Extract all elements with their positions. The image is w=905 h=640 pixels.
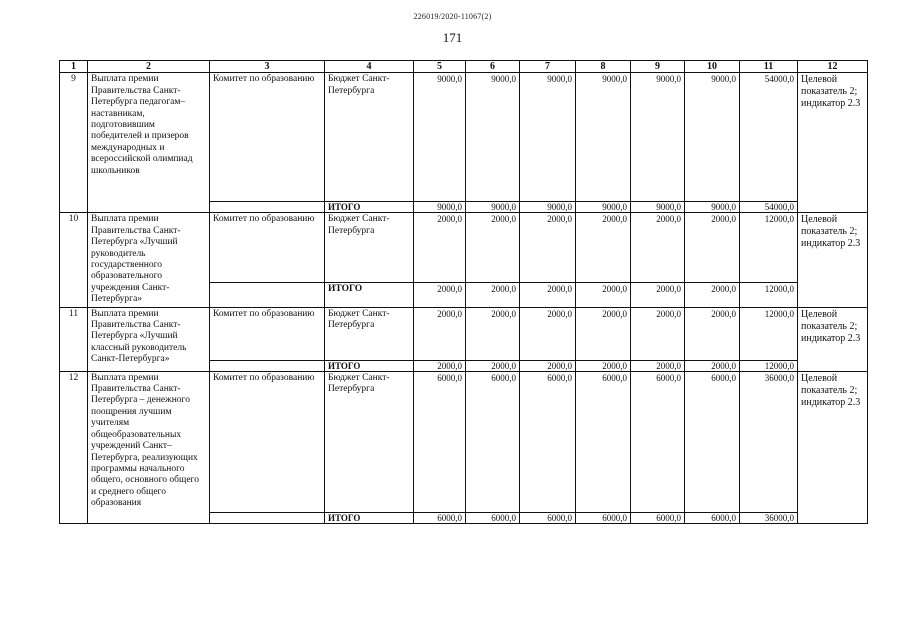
col-header: 2: [88, 61, 210, 73]
page-number: 171: [442, 30, 463, 45]
itogo-value: 9000,0: [414, 202, 466, 213]
empty-cell: [210, 282, 325, 307]
itogo-value: 2000,0: [466, 360, 520, 371]
col-header: 8: [576, 61, 631, 73]
executor: Комитет по образованию: [210, 73, 325, 202]
col-header: 10: [685, 61, 740, 73]
empty-cell: [210, 360, 325, 371]
table-row: [60, 73, 868, 202]
itogo-label: ИТОГО: [325, 512, 414, 523]
value-cell: 9000,0: [520, 73, 576, 202]
col-header: 5: [414, 61, 466, 73]
col-header: 12: [798, 61, 868, 73]
row-number: 10: [60, 213, 88, 307]
funding-source: Бюджет Санкт-Петербурга: [325, 213, 414, 282]
itogo-value: 2000,0: [576, 282, 631, 307]
itogo-value: 2000,0: [576, 360, 631, 371]
itogo-value: 6000,0: [631, 512, 685, 523]
itogo-value: 9000,0: [520, 202, 576, 213]
itogo-value: 2000,0: [520, 282, 576, 307]
itogo-value: 2000,0: [631, 360, 685, 371]
table-row: [60, 371, 868, 512]
value-cell: 2000,0: [414, 307, 466, 360]
itogo-value: 2000,0: [520, 360, 576, 371]
table-row: [60, 213, 868, 282]
executor: Комитет по образованию: [210, 371, 325, 512]
value-cell: 2000,0: [631, 307, 685, 360]
itogo-value: 36000,0: [740, 512, 798, 523]
header-row: [60, 61, 868, 73]
target-indicator: Целевой показатель 2; индикатор 2.3: [798, 307, 868, 371]
value-cell: 2000,0: [685, 213, 740, 282]
activity-name: Выплата премии Правительства Санкт-Петербурга – денежного поощрения лучшим учителям общеобразовательных учреждений Санкт–Петербурга, реализующих программы начального общего, основного общего и среднего общего образования: [88, 371, 210, 523]
itogo-value: 2000,0: [414, 282, 466, 307]
itogo-value: 9000,0: [576, 202, 631, 213]
value-cell: 6000,0: [414, 371, 466, 512]
total-cell: 12000,0: [740, 213, 798, 282]
itogo-label: ИТОГО: [325, 282, 414, 307]
value-cell: 2000,0: [576, 307, 631, 360]
value-cell: 9000,0: [414, 73, 466, 202]
value-cell: 6000,0: [685, 371, 740, 512]
funding-source: Бюджет Санкт-Петербурга: [325, 73, 414, 202]
table-row: [60, 307, 868, 360]
value-cell: 2000,0: [685, 307, 740, 360]
value-cell: 9000,0: [576, 73, 631, 202]
itogo-label: ИТОГО: [325, 360, 414, 371]
target-indicator: Целевой показатель 2; индикатор 2.3: [798, 73, 868, 213]
col-header: 9: [631, 61, 685, 73]
col-header: 7: [520, 61, 576, 73]
col-header: 3: [210, 61, 325, 73]
col-header: 4: [325, 61, 414, 73]
row-number: 12: [60, 371, 88, 523]
value-cell: 2000,0: [414, 213, 466, 282]
value-cell: 6000,0: [520, 371, 576, 512]
activity-name: Выплата премии Правительства Санкт-Петербурга педагогам–наставникам, подготовившим победителей и призеров международных и всероссийской олимпиад школьников: [88, 73, 210, 213]
value-cell: 9000,0: [685, 73, 740, 202]
itogo-value: 2000,0: [685, 282, 740, 307]
value-cell: 6000,0: [466, 371, 520, 512]
executor: Комитет по образованию: [210, 307, 325, 360]
funding-source: Бюджет Санкт-Петербурга: [325, 371, 414, 512]
total-cell: 36000,0: [740, 371, 798, 512]
itogo-value: 9000,0: [631, 202, 685, 213]
value-cell: 2000,0: [520, 307, 576, 360]
itogo-value: 12000,0: [740, 360, 798, 371]
col-header: 6: [466, 61, 520, 73]
value-cell: 2000,0: [466, 307, 520, 360]
value-cell: 2000,0: [576, 213, 631, 282]
total-cell: 54000,0: [740, 73, 798, 202]
itogo-value: 6000,0: [414, 512, 466, 523]
value-cell: 9000,0: [631, 73, 685, 202]
itogo-value: 2000,0: [685, 360, 740, 371]
empty-cell: [210, 512, 325, 523]
activity-name: Выплата премии Правительства Санкт-Петербурга «Лучший классный руководитель Санкт-Петербурга»: [88, 307, 210, 371]
program-table: [59, 60, 868, 524]
itogo-value: 2000,0: [466, 282, 520, 307]
executor: Комитет по образованию: [210, 213, 325, 282]
col-header: 11: [740, 61, 798, 73]
itogo-value: 2000,0: [414, 360, 466, 371]
activity-name: Выплата премии Правительства Санкт-Петербурга «Лучший руководитель государственного образовательного учреждения Санкт-Петербурга»: [88, 213, 210, 307]
itogo-value: 54000,0: [740, 202, 798, 213]
itogo-value: 6000,0: [466, 512, 520, 523]
value-cell: 6000,0: [576, 371, 631, 512]
value-cell: 2000,0: [631, 213, 685, 282]
value-cell: 2000,0: [520, 213, 576, 282]
row-number: 11: [60, 307, 88, 371]
document-id: 226019/2020-11067(2): [413, 12, 492, 21]
col-header: 1: [60, 61, 88, 73]
funding-source: Бюджет Санкт-Петербурга: [325, 307, 414, 360]
target-indicator: Целевой показатель 2; индикатор 2.3: [798, 371, 868, 523]
itogo-value: 9000,0: [685, 202, 740, 213]
total-cell: 12000,0: [740, 307, 798, 360]
itogo-value: 9000,0: [466, 202, 520, 213]
itogo-label: ИТОГО: [325, 202, 414, 213]
itogo-value: 6000,0: [685, 512, 740, 523]
itogo-value: 2000,0: [631, 282, 685, 307]
value-cell: 9000,0: [466, 73, 520, 202]
itogo-value: 12000,0: [740, 282, 798, 307]
empty-cell: [210, 202, 325, 213]
row-number: 9: [60, 73, 88, 213]
target-indicator: Целевой показатель 2; индикатор 2.3: [798, 213, 868, 307]
value-cell: 2000,0: [466, 213, 520, 282]
itogo-value: 6000,0: [520, 512, 576, 523]
itogo-value: 6000,0: [576, 512, 631, 523]
value-cell: 6000,0: [631, 371, 685, 512]
